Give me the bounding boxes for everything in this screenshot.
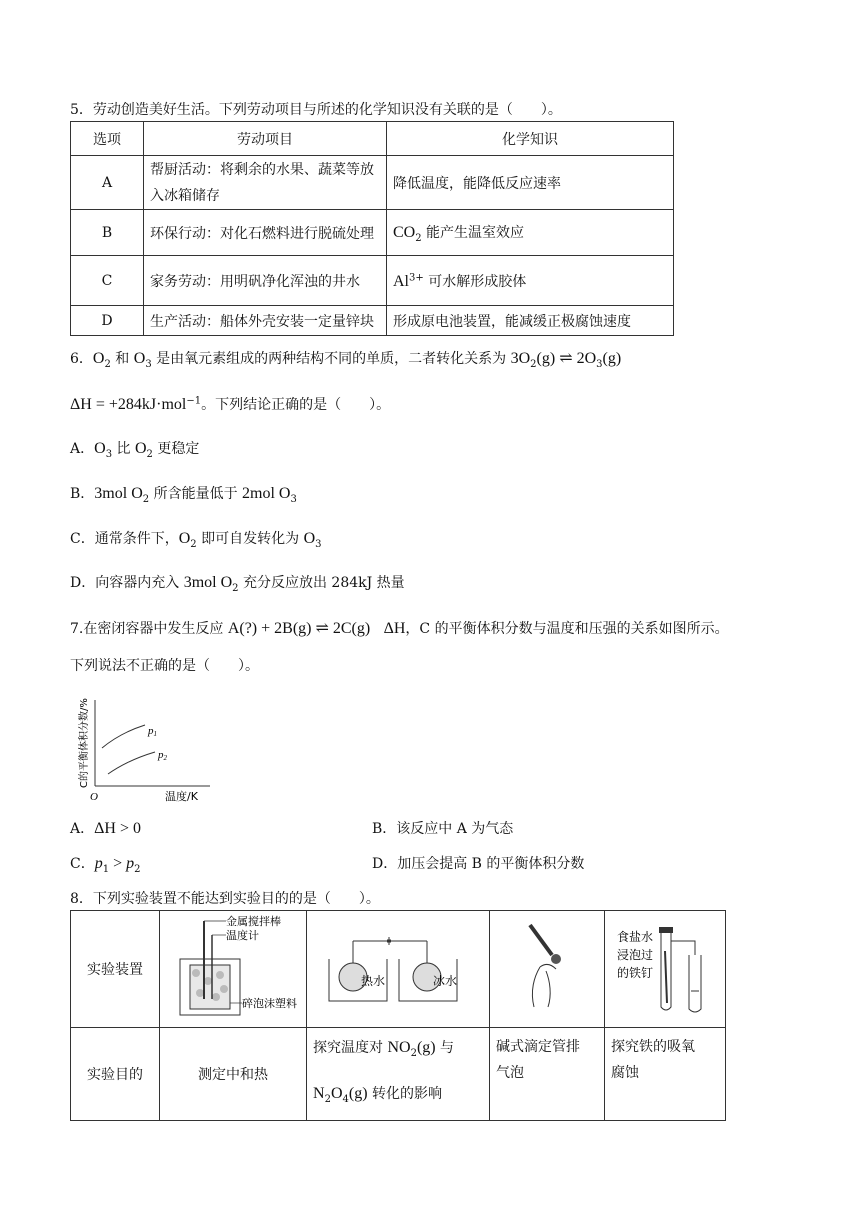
q5-row-c-text: 可水解形成胶体 — [423, 273, 527, 290]
q8-purpose-4 — [605, 1028, 726, 1121]
q7-option-d: D．加压会提高 B 的平衡体积分数 — [372, 856, 585, 872]
q6-option-a: A．$O_3$ 比 $O_2$ 更稳定 — [70, 440, 200, 460]
q8-purpose-3-line2: 气泡 — [496, 1065, 524, 1081]
q5-row-c-formula: Al — [393, 272, 409, 290]
q7-reaction: A(?) + 2B(g) ⇌ 2C(g) — [227, 620, 371, 637]
q7-dh: ΔH — [383, 620, 406, 637]
q7-text1: 在密闭容器中发生反应 — [83, 621, 228, 637]
q6-option-a-label: A． — [70, 441, 95, 457]
q5-row-b-text: 能产生温室效应 — [421, 224, 525, 241]
q8-label-ice-water: 冰水 — [433, 974, 458, 988]
q7-chart-xlabel: 温度/K — [165, 790, 198, 803]
q7-text2: ，C 的平衡体积分数与温度和压强的关系如图所示。 — [405, 621, 729, 637]
q7-chart — [70, 688, 220, 808]
q5-header-project: 劳动项目 — [144, 122, 387, 156]
iron-nail-icon — [665, 951, 667, 1003]
q6-eq-right-state: (g) — [602, 350, 622, 367]
q5-row-a-project — [144, 156, 387, 210]
q6-eq-left-state: (g) — [536, 350, 556, 367]
q8-apparatus-iron-nail — [605, 911, 725, 1023]
q8-apparatus-calorimeter — [160, 911, 306, 1023]
q8-purpose-3-line1: 碱式滴定管排 — [496, 1039, 580, 1055]
burette-tube — [530, 925, 552, 955]
q6-number: 6． — [70, 351, 93, 367]
q7-option-a — [70, 818, 141, 838]
q8-purpose-3 — [490, 1028, 605, 1121]
q6-option-c-mid: 即可自发转化为 — [196, 531, 304, 547]
q6-option-a-o2: O — [134, 440, 147, 457]
q7-option-c-p2: p — [126, 855, 135, 872]
q5-row-a-knowledge: 降低温度，能降低反应速率 — [387, 156, 674, 210]
q8-purpose-2-a: 探究温度对 — [313, 1040, 388, 1056]
q8-purpose-4-line1: 探究铁的吸氧 — [611, 1039, 695, 1055]
q5-row-b-subscript: 2 — [415, 232, 422, 244]
q7-option-c: C．$p_1 > p_2$ — [70, 855, 141, 875]
q6-option-b-a: 3mol O — [94, 485, 143, 502]
q7-option-b: B．该反应中 A 为气态 — [372, 821, 514, 837]
q8-stem: 8．下列实验装置不能达到实验目的的是（ ）。 — [70, 891, 380, 907]
q8-apparatus-burette-icon — [490, 911, 604, 1023]
q5-row-a-option: A — [71, 156, 144, 210]
q7-option-a-math: ΔH > 0 — [94, 820, 141, 837]
q5-row-c-project: 家务劳动：用明矾净化浑浊的井水 — [144, 256, 387, 306]
q5-row-b-knowledge — [387, 210, 674, 256]
q8-table — [70, 910, 726, 1121]
q7-chart-origin: O — [90, 791, 98, 803]
q7-chart-label-p2: p2 — [158, 749, 167, 762]
q7-option-c-p1: p — [94, 855, 103, 872]
q6-option-d-a: 3mol O — [183, 574, 233, 591]
q6-option-d-end: 充分反应放出 284kJ 热量 — [238, 575, 405, 591]
q6-o3-formula: O — [133, 350, 146, 367]
q8-apparatus-3-cell — [490, 911, 605, 1028]
q6-and: 和 — [110, 351, 134, 367]
q8-purpose-2-n2o4: N — [313, 1084, 325, 1102]
q8-purpose-4-line2: 腐蚀 — [611, 1065, 639, 1081]
q5-row-a-project-line2: 入冰箱储存 — [150, 187, 220, 204]
q5-row-d-knowledge: 形成原电池装置，能减缓正极腐蚀速度 — [387, 306, 674, 336]
q8-apparatus-flasks — [307, 911, 489, 1023]
q6-stem-line1: 6．$O_2$ 和 $O_3$ 是由氧元素组成的两种结构不同的单质，二者转化关系为 $3O_2(g)$ ⇌ $2O_3(g)$ — [70, 350, 622, 370]
q6-option-b: B．3mol $O_2$ 所含能量低于 2mol $O_3$ — [70, 485, 297, 505]
q8-label-salt-water: 食盐水 — [617, 930, 654, 944]
q6-option-c-o2: O — [178, 530, 191, 547]
q8-row1-label: 实验装置 — [71, 911, 160, 1028]
q6-option-d-label: D．向容器内充入 — [70, 575, 184, 591]
q8-purpose-2-c: 转化的影响 — [367, 1085, 442, 1102]
q8-purpose-2-no2: NO — [387, 1039, 411, 1056]
q6-option-a-text: 比 — [112, 441, 135, 457]
q5-row-b-project: 环保行动：对化石燃料进行脱硫处理 — [144, 210, 387, 256]
q6-eq-right: 2O — [576, 350, 597, 367]
q5-row-a-project-line1: 帮厨活动：将剩余的水果、蔬菜等放 — [150, 161, 374, 178]
q5-row-c-option: C — [71, 256, 144, 306]
q7-chart-curve-p1 — [102, 725, 145, 748]
q6-stem-line2 — [70, 394, 390, 414]
q8-purpose-2-b: 与 — [435, 1040, 455, 1056]
q8-apparatus-2-cell — [307, 911, 490, 1028]
q7-number: 7. — [70, 621, 84, 637]
q5-row-b-formula: CO — [393, 223, 416, 241]
q6-option-b-b: 2mol O — [242, 485, 291, 502]
q5-header-knowledge: 化学知识 — [387, 122, 674, 156]
q8-apparatus-4-cell — [605, 911, 726, 1028]
q6-option-a-end: 更稳定 — [152, 441, 200, 457]
q5-row-d-project: 生产活动：船体外壳安装一定量锌块 — [144, 306, 387, 336]
q7-chart-curve-p2 — [108, 752, 155, 774]
q8-purpose-1: 测定中和热 — [160, 1028, 307, 1121]
q6-equilibrium-arrow: ⇌ — [555, 350, 577, 367]
water-tube — [689, 955, 701, 1012]
q6-option-c: C．通常条件下，$O_2$ 即可自发转化为 $O_3$ — [70, 530, 322, 550]
q8-label-thermometer: 温度计 — [226, 929, 259, 942]
q6-enthalpy: ΔH = +284kJ·mol — [70, 396, 187, 413]
q8-label-hot-water: 热水 — [361, 974, 386, 988]
q7-stem-line1 — [70, 618, 729, 638]
burette-tip — [551, 954, 561, 964]
q5-table — [70, 121, 674, 336]
q5-row-d-option: D — [71, 306, 144, 336]
q7-chart-ylabel: C的平衡体积分数/% — [79, 698, 90, 788]
q6-o2-formula: O — [92, 350, 105, 367]
q6-option-d: D．向容器内充入 3mol $O_2$ 充分反应放出 284kJ 热量 — [70, 574, 405, 594]
q5-row-b-option: B — [71, 210, 144, 256]
q6-option-a-o3: O — [94, 440, 106, 457]
q7-option-c-op: > — [109, 855, 127, 872]
q6-option-c-label: C．通常条件下， — [70, 531, 179, 547]
q7-option-a-label: A． — [70, 821, 95, 837]
q5-header-option: 选项 — [71, 122, 144, 156]
q5-row-c-knowledge — [387, 256, 674, 306]
q5-stem: 5．劳动创造美好生活。下列劳动项目与所述的化学知识没有关联的是（ ）。 — [70, 102, 562, 118]
q7-stem-line2: 下列说法不正确的是（ ）。 — [70, 658, 259, 674]
q5-row-c-superscript: 3+ — [409, 271, 424, 283]
q8-label-soaked: 浸泡过 — [617, 948, 654, 962]
hand-icon — [532, 964, 556, 1007]
q8-row2-label: 实验目的 — [71, 1028, 160, 1121]
q8-apparatus-1-cell — [160, 911, 307, 1028]
q7-chart-label-p1: p1 — [148, 725, 157, 738]
q6-stem-text: 是由氧元素组成的两种结构不同的单质，二者转化关系为 — [151, 351, 511, 367]
q8-label-iron-nail: 的铁钉 — [617, 966, 654, 980]
q6-option-c-o3: O — [303, 530, 316, 547]
q8-purpose-2: 探究温度对 $NO_2(g)$ 与 $N_2O_4(g)$ 转化的影响 — [307, 1028, 490, 1121]
q7-option-c-label: C． — [70, 856, 95, 872]
q8-label-foam: 碎泡沫塑料 — [242, 997, 297, 1010]
q6-option-b-mid: 所含能量低于 — [149, 486, 243, 502]
q6-eq-left: 3O — [510, 350, 531, 367]
q6-stem-end: 。下列结论正确的是（ ）。 — [201, 397, 391, 413]
q6-option-b-label: B． — [70, 486, 95, 502]
q6-enthalpy-sup: −1 — [186, 395, 202, 407]
q8-label-stirring-rod: 金属搅拌棒 — [226, 915, 281, 928]
